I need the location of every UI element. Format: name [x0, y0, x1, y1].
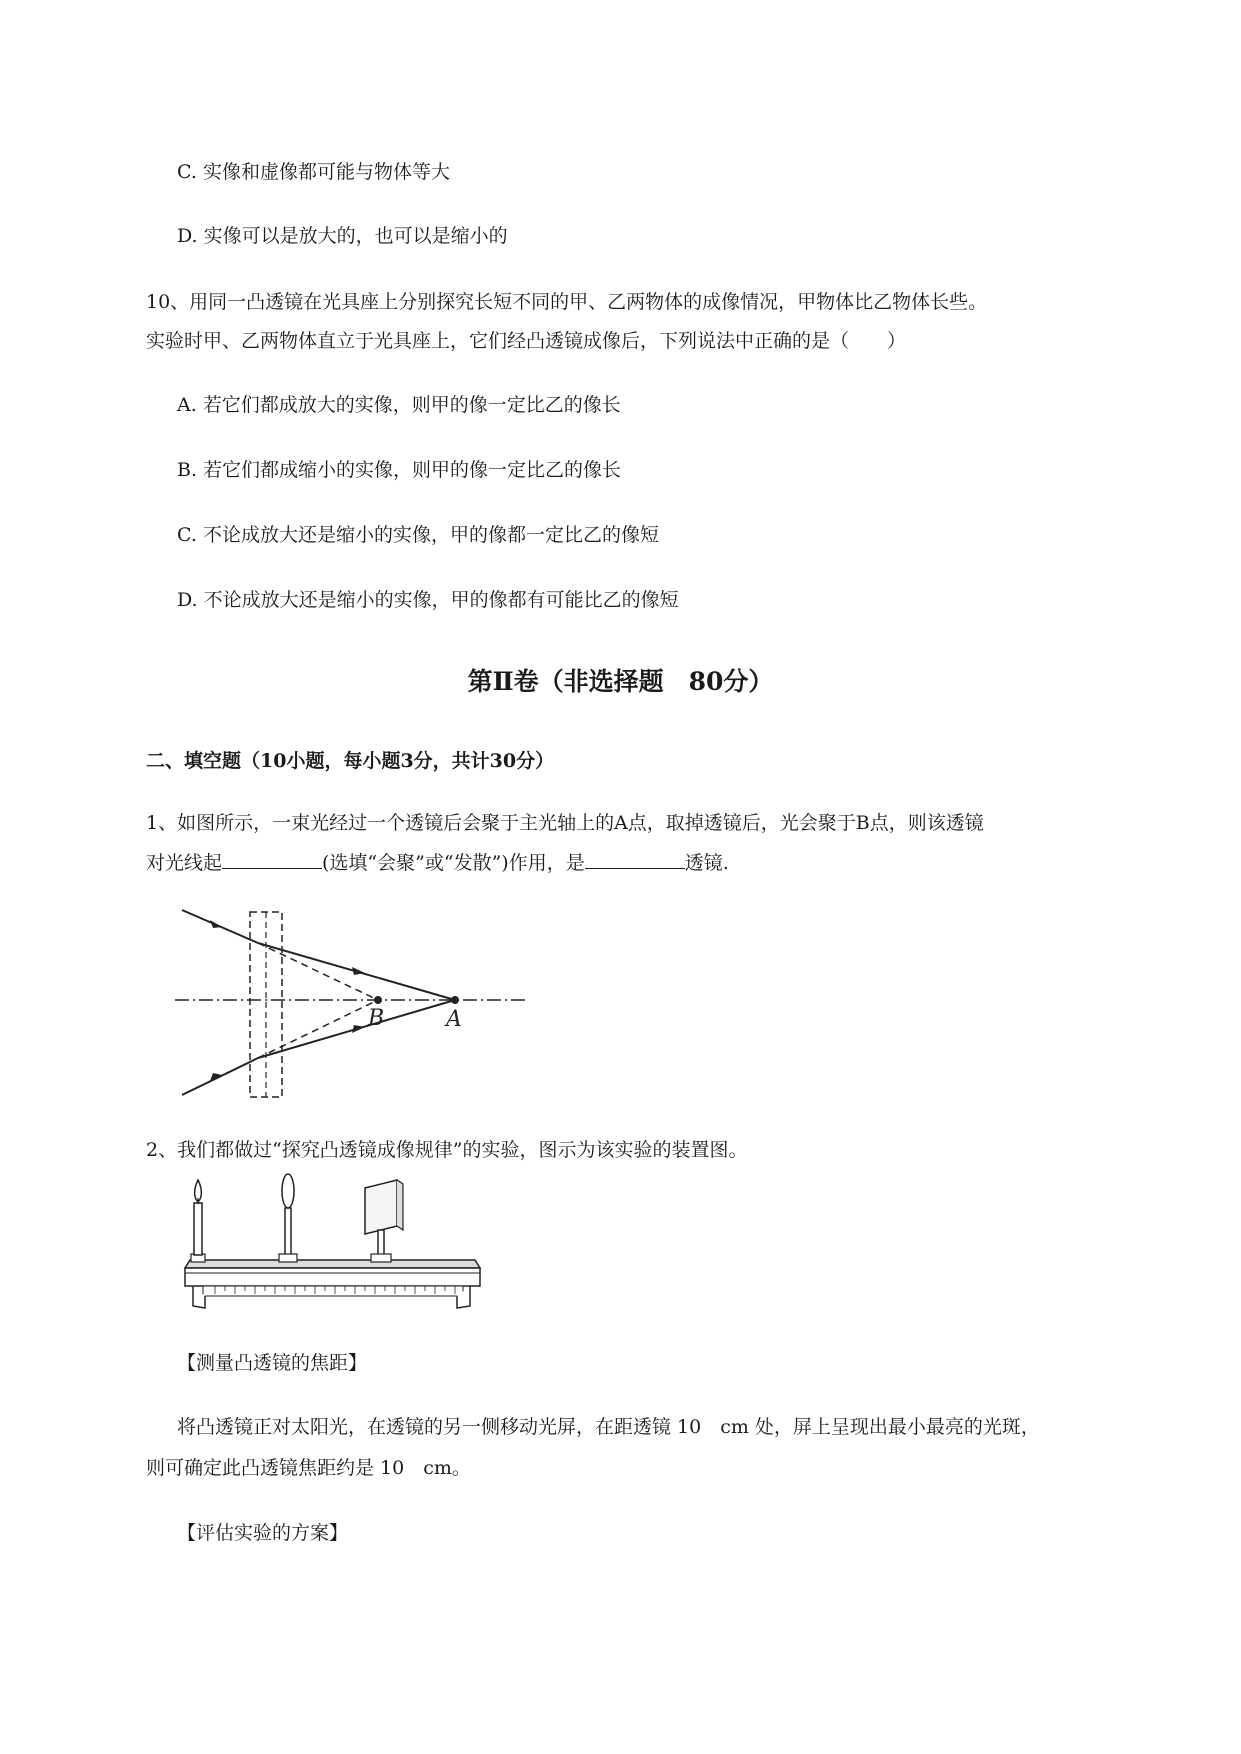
bench-top-surface [185, 1260, 480, 1268]
option-10d: D. 不论成放大还是缩小的实像，甲的像都有可能比乙的像短 [177, 589, 679, 611]
question-10-stem-line2: 实验时甲、乙两物体直立于光具座上，它们经凸透镜成像后，下列说法中正确的是（ ） [146, 330, 907, 352]
convex-lens [282, 1174, 294, 1208]
point-b [374, 996, 382, 1004]
lens-stand [285, 1208, 291, 1260]
heading-measure-focal-length: 【测量凸透镜的焦距】 [177, 1352, 368, 1374]
lens-holder [279, 1254, 297, 1262]
fill-question-1-text-a: 对光线起 [146, 852, 223, 874]
bench-ruler [203, 1286, 463, 1296]
optical-bench-figure [175, 1168, 485, 1318]
section-heading: 二、填空题（10小题，每小题3分，共计30分） [146, 750, 555, 772]
candle [194, 1203, 202, 1255]
answer-blank-1[interactable] [222, 850, 322, 869]
option-9d: D. 实像可以是放大的，也可以是缩小的 [177, 225, 508, 247]
label-b: B [368, 1006, 385, 1031]
arrow-top-in [210, 920, 222, 928]
incoming-ray-bottom [182, 1058, 258, 1095]
light-screen [365, 1180, 397, 1234]
point-a [451, 996, 459, 1004]
option-10a: A. 若它们都成放大的实像，则甲的像一定比乙的像长 [177, 394, 621, 416]
fill-question-2-stem: 2、我们都做过“探究凸透镜成像规律”的实验，图示为该实验的装置图。 [146, 1139, 748, 1161]
option-10b: B. 若它们都成缩小的实像，则甲的像一定比乙的像长 [177, 459, 622, 481]
fill-question-1-text-c: 透镜. [684, 852, 729, 874]
label-a: A [446, 1007, 462, 1032]
heading-evaluate-plan: 【评估实验的方案】 [177, 1522, 349, 1544]
screen-side [397, 1180, 403, 1230]
screen-holder [371, 1254, 391, 1262]
paragraph-line2: 则可确定此凸透镜焦距约是 10 cm。 [146, 1457, 471, 1479]
option-9c: C. 实像和虚像都可能与物体等大 [177, 161, 450, 183]
fill-question-1-text-b: (选填“会聚”或“发散”)作用，是 [322, 852, 585, 874]
fill-question-1-line1: 1、如图所示，一束光经过一个透镜后会聚于主光轴上的A点，取掉透镜后，光会聚于B点，则该透镜 [146, 812, 984, 834]
answer-blank-2[interactable] [585, 850, 685, 869]
part-title: 第Ⅱ卷（非选择题 80分） [467, 667, 774, 696]
lens-ray-diagram [170, 900, 530, 1110]
paragraph-line1: 将凸透镜正对太阳光，在透镜的另一侧移动光屏，在距透镜 10 cm 处，屏上呈现出最小最亮的光斑， [177, 1416, 1040, 1438]
option-10c: C. 不论成放大还是缩小的实像，甲的像都一定比乙的像短 [177, 524, 659, 546]
fill-question-1-line2 [146, 850, 729, 875]
question-10-stem-line1: 10、用同一凸透镜在光具座上分别探究长短不同的甲、乙两物体的成像情况，甲物体比乙物体长些。 [146, 291, 988, 313]
bench-rail [185, 1268, 480, 1286]
